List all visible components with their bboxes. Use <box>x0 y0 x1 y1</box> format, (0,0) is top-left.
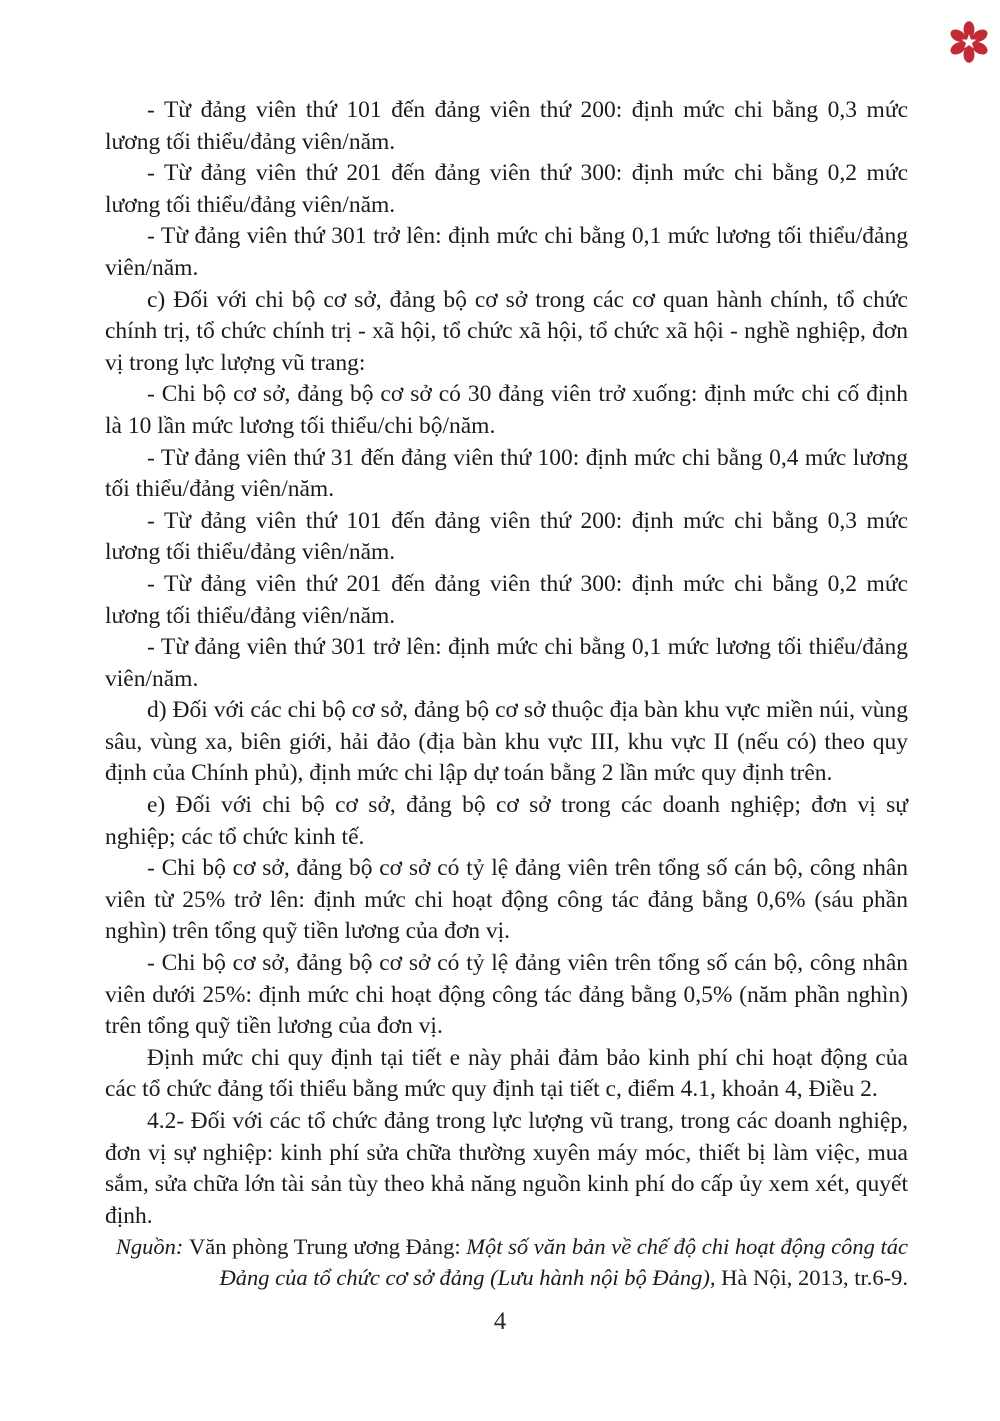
body-paragraph: d) Đối với các chi bộ cơ sở, đảng bộ cơ sở thuộc địa bàn khu vực miền núi, vùng sâu, vùng xa, biên giới, hải đảo (địa bàn khu vực III, khu vực II (nếu có) theo quy định của Chính phủ), định mức chi lập dự toán bằng 2 lần mức quy định trên. <box>105 697 908 787</box>
page-number: 4 <box>493 1308 507 1335</box>
source-citation <box>105 1232 908 1293</box>
body-paragraph: - Chi bộ cơ sở, đảng bộ cơ sở có tỷ lệ đảng viên trên tổng số cán bộ, công nhân viên từ 25% trở lên: định mức chi hoạt động công tác đảng bằng 0,6% (sáu phần nghìn) trên tổng quỹ tiền lương của đơn vị. <box>105 855 908 945</box>
body-paragraph: - Từ đảng viên thứ 201 đến đảng viên thứ 300: định mức chi bằng 0,2 mức lương tối thiểu/đảng viên/năm. <box>105 160 908 218</box>
body-paragraph: 4.2- Đối với các tổ chức đảng trong lực lượng vũ trang, trong các doanh nghiệp, đơn vị sự nghiệp: kinh phí sửa chữa thường xuyên máy móc, thiết bị làm việc, mua sắm, sửa chữa lớn tài sản tùy theo khả năng nguồn kinh phí do cấp ủy xem xét, quyết định. <box>105 1108 908 1229</box>
flower-ornament-icon <box>948 21 990 63</box>
body-paragraph: - Từ đảng viên thứ 201 đến đảng viên thứ 300: định mức chi bằng 0,2 mức lương tối thiểu/đảng viên/năm. <box>105 570 908 629</box>
source-place-year-pages: Hà Nội, 2013, tr.6-9. <box>721 1264 908 1290</box>
body-paragraph: - Từ đảng viên thứ 101 đến đảng viên thứ 200: định mức chi bằng 0,3 mức lương tối thiểu/đảng viên/năm. <box>105 97 908 155</box>
source-label: Nguồn: <box>115 1234 189 1260</box>
body-paragraph: Định mức chi quy định tại tiết e này phải đảm bảo kinh phí chi hoạt động của các tổ chức đảng tối thiểu bằng mức quy định tại tiết c, điểm 4.1, khoản 4, Điều 2. <box>105 1044 908 1103</box>
body-paragraph: - Từ đảng viên thứ 31 đến đảng viên thứ 100: định mức chi bằng 0,4 mức lương tối thiểu/đảng viên/năm. <box>105 444 908 503</box>
body-text-block <box>105 95 908 1293</box>
body-paragraph: c) Đối với chi bộ cơ sở, đảng bộ cơ sở trong các cơ quan hành chính, tổ chức chính trị, tổ chức chính trị - xã hội, tổ chức xã hội, tổ chức xã hội - nghề nghiệp, đơn vị trong lực lượng vũ trang: <box>105 286 908 376</box>
source-title: Một số văn bản về chế độ chi hoạt động công tác Đảng của tổ chức cơ sở đảng (Lưu hành nội bộ Đảng), <box>219 1234 908 1290</box>
body-paragraph: - Chi bộ cơ sở, đảng bộ cơ sở có 30 đảng viên trở xuống: định mức chi cố định là 10 lần mức lương tối thiểu/chi bộ/năm. <box>105 381 908 439</box>
source-publisher: Văn phòng Trung ương Đảng: <box>188 1234 467 1260</box>
body-paragraph: - Từ đảng viên thứ 301 trở lên: định mức chi bằng 0,1 mức lương tối thiểu/đảng viên/năm. <box>105 634 908 692</box>
body-paragraph: - Từ đảng viên thứ 301 trở lên: định mức chi bằng 0,1 mức lương tối thiểu/đảng viên/năm. <box>105 223 908 281</box>
body-paragraph: e) Đối với chi bộ cơ sở, đảng bộ cơ sở trong các doanh nghiệp; đơn vị sự nghiệp; các tổ chức kinh tế. <box>105 792 908 850</box>
body-paragraph: - Từ đảng viên thứ 101 đến đảng viên thứ 200: định mức chi bằng 0,3 mức lương tối thiểu/đảng viên/năm. <box>105 507 908 566</box>
body-paragraph: - Chi bộ cơ sở, đảng bộ cơ sở có tỷ lệ đảng viên trên tổng số cán bộ, công nhân viên dưới 25%: định mức chi hoạt động công tác đảng bằng 0,5% (năm phần nghìn) trên tổng quỹ tiền lương của đơn vị. <box>105 950 908 1040</box>
